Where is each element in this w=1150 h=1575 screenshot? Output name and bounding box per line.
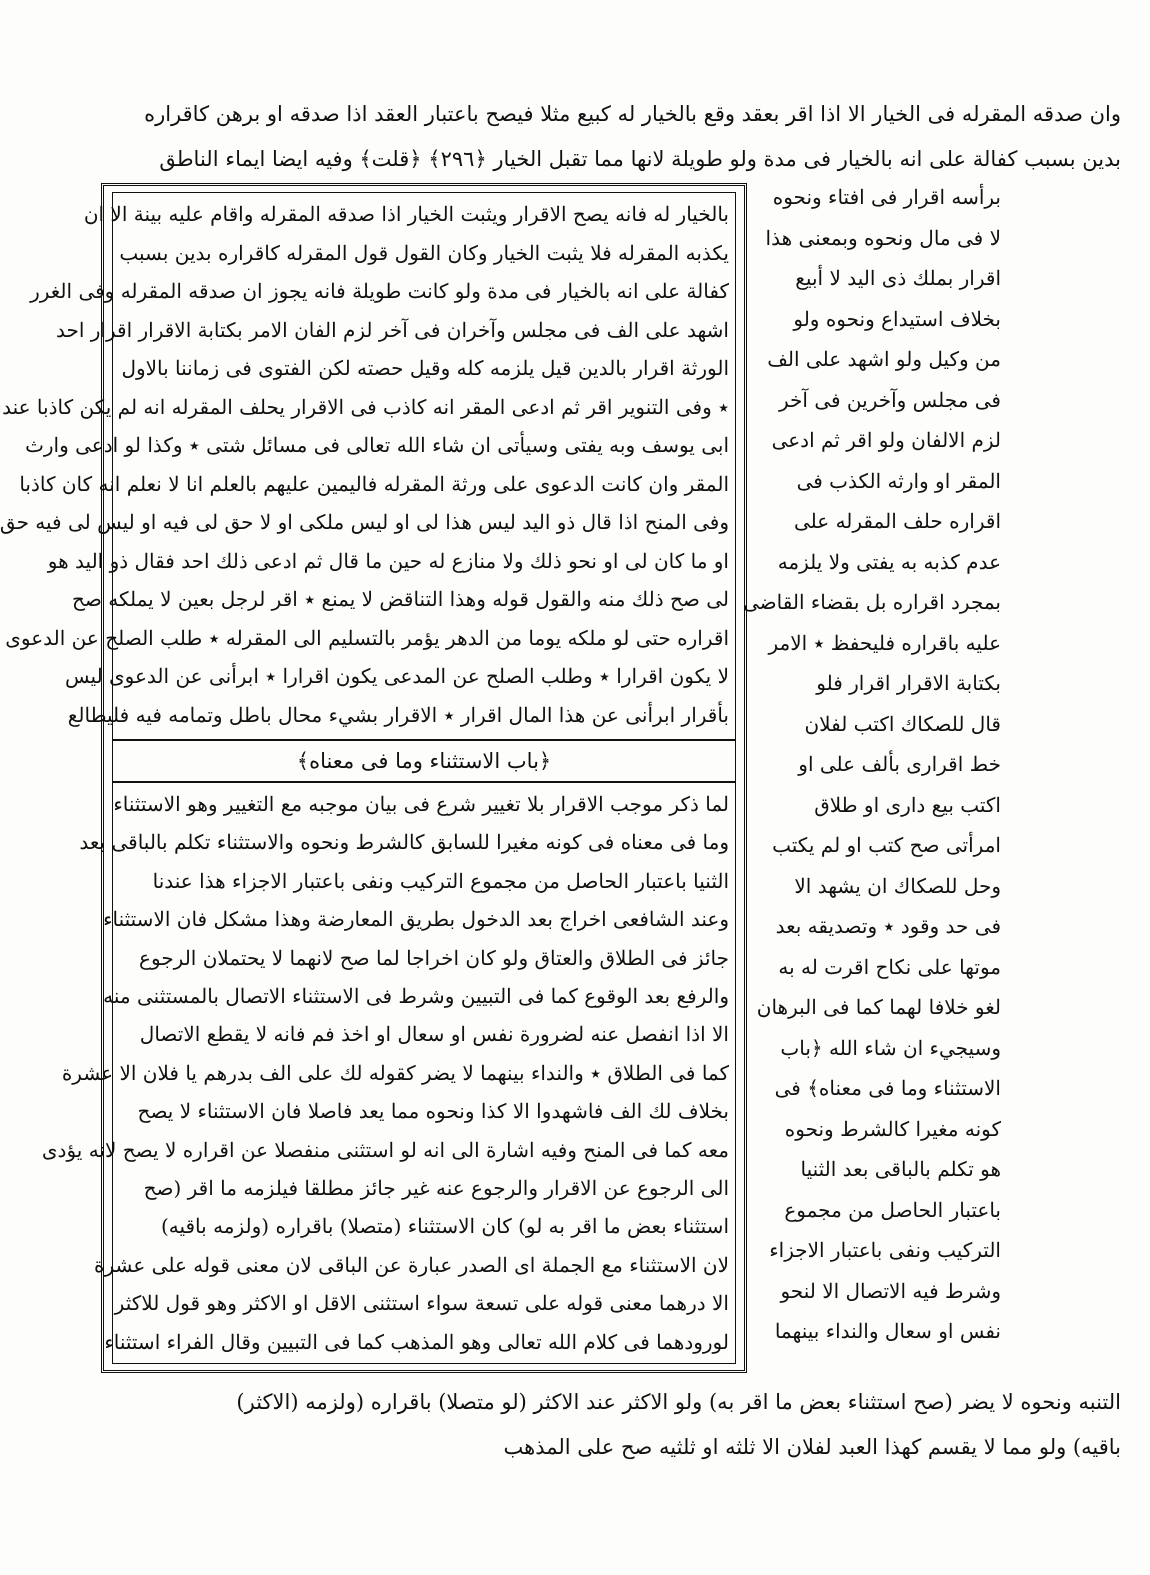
- chapter-heading: ﴿باب الاستثناء وما فى معناه﴾: [113, 739, 735, 783]
- side-text-line: عدم كذبه به يفتى ولا يلزمه: [777, 549, 1001, 574]
- main-upper-line: الورثة اقرار بالدين قيل يلزمه كله وقيل حصته لكن الفتوى فى زماننا بالاول: [121, 356, 729, 380]
- main-upper-line: اشهد على الف فى مجلس وآخران فى آخر لزم الفان الامر بكتابة الاقرار اقرار احد: [56, 317, 729, 342]
- main-text-inner: [0, 192, 736, 1364]
- side-text-line: اقرار بملك ذى اليد لا أبيع: [795, 266, 1001, 290]
- side-text-line: موتها على نكاح اقرت له به: [778, 954, 1001, 979]
- top-text-line: وان صدقه المقرله فى الخيار الا اذا اقر بعقد وقع بالخيار له كبيع مثلا فيصح باعتبار العقد اذا صدقه او برهن كاقراره: [144, 102, 1121, 126]
- side-text-line: فى مجلس وآخرين فى آخر: [779, 387, 1001, 412]
- main-lower-line: معه كما فى المنح وفيه اشارة الى انه لو استثنى منفصلا عن اقراره لا يصح لانه يؤدى: [41, 1137, 729, 1162]
- side-text-line: وحل للصكاك ان يشهد الا: [794, 873, 1001, 898]
- main-upper-line: المقر وان كانت الدعوى على ورثة المقرله فاليمين عليهم بالعلم انا لا نعلم انه كان كاذبا: [19, 471, 729, 496]
- top-text-line: بدين بسبب كفالة على انه بالخيار فى مدة ولو طويلة لانها مما تقبل الخيار ﴿٢٩٦﴾ ﴿قلت﴾ وفيه ايضا ايماء الناطق: [159, 147, 1121, 171]
- side-text-line: عليه باقراره فليحفظ ٭ الامر: [768, 630, 1001, 655]
- side-text-line: هو تكلم بالباقى بعد الثنيا: [800, 1157, 1001, 1181]
- main-upper-line: او ما كان لى او نحو ذلك ولا منازع له حين ما قال ثم ادعى ذلك احد فقال ذو اليد هو: [47, 548, 729, 573]
- side-text-line: قال للصكاك اكتب لفلان: [804, 711, 1001, 736]
- main-lower-line: جائز فى الطلاق والعتاق ولو كان اخراجا لما صح لانهما لا يحتملان الرجوع: [139, 945, 729, 970]
- main-upper-line: لى صح ذلك منه والقول قوله وهذا التناقض لا يمنع ٭ اقر لرجل بعين لا يملكه صح: [71, 587, 729, 611]
- main-lower-line: الا اذا انفصل عنه لضرورة نفس او سعال او اخذ فم فانه لا يقطع الاتصال: [139, 1022, 729, 1047]
- side-text-line: برأسه اقرار فى افتاء ونحوه: [772, 185, 1001, 209]
- side-text-line: اكتب بيع دارى او طلاق: [814, 792, 1001, 817]
- main-upper-line: لا يكون اقرارا ٭ وطلب الصلح عن المدعى يكون اقرارا ٭ ابرأنى عن الدعوى ليس: [65, 664, 729, 688]
- bottom-text-line: التنبه ونحوه لا يضر (صح استثناء بعض ما اقر به) ولو الاكثر عند الاكثر (لو متصلا) باقراره (ولزمه (الاكثر): [236, 1390, 1121, 1414]
- main-lower-line: لان الاستثناء مع الجملة اى الصدر عبارة عن الباقى لان معنى قوله على عشرة: [94, 1252, 729, 1277]
- side-text-line: لزم الالفان ولو اقر ثم ادعى: [771, 428, 1001, 452]
- main-lower-line: الثنيا باعتبار الحاصل من مجموع التركيب ونفى باعتبار الاجزاء هذا عندنا: [152, 868, 729, 893]
- bottom-text-line: باقيه) ولو مما لا يقسم كهذا العبد لفلان الا ثلثه او ثلثيه صح على المذهب: [503, 1435, 1121, 1459]
- main-lower-line: لما ذكر موجب الاقرار بلا تغيير شرع فى بيان موجبه مع التغيير وهو الاستثناء: [113, 792, 729, 816]
- side-text-line: من وكيل ولو اشهد على الف: [767, 347, 1001, 371]
- main-lower-line: كما فى الطلاق ٭ والنداء بينهما لا يضر كقوله لك على الف بدرهم يا فلان الا عشرة: [61, 1060, 729, 1085]
- main-upper-line: اقراره حتى لو ملكه يوما من الدهر يؤمر بالتسليم الى المقرله ٭ طلب الصلح عن الدعوى: [5, 625, 729, 650]
- main-lower-line: وعند الشافعى اخراج بعد الدخول بطريق المعارضة وهذا مشكل فان الاستثناء: [103, 907, 729, 932]
- main-upper-line: يكذبه المقرله فلا يثبت الخيار وكان القول قول المقرله كاقراره بدين بسبب: [119, 240, 729, 265]
- main-upper-line: بأقرار ابرأنى عن هذا المال اقرار ٭ الاقرار بشيء محال باطل وتمامه فيه فليطالع: [67, 702, 729, 727]
- main-lower-line: والرفع بعد الوقوع كما فى التبيين وشرط فى الاستثناء الاتصال بالمستثنى منه: [103, 984, 729, 1008]
- side-text-line: وسيجيء ان شاء الله ﴿باب: [780, 1035, 1001, 1060]
- side-commentary-column: [742, 183, 1001, 1373]
- main-upper-line: كفالة على انه بالخيار فى مدة ولو كانت طويلة فانه يجوز ان صدقه المقرله وفى الغرر: [30, 279, 729, 303]
- side-text-line: خط اقرارى بألف على او: [798, 752, 1001, 776]
- side-text-line: المقر او وارثه الكذب فى: [796, 468, 1001, 493]
- side-text-line: امرأتى صح كتب او لم يكتب: [772, 833, 1001, 857]
- main-upper-line: وفى المنح اذا قال ذو اليد ليس هذا لى او ليس ملكى او لا حق لى فيه او ليس لى فيه حق: [0, 510, 729, 534]
- main-lower-line: بخلاف لك الف فاشهدوا الا كذا ونحوه مما يعد فاصلا فان الاستثناء لا يصح: [137, 1099, 729, 1124]
- side-text-line: كونه مغيرا كالشرط ونحوه: [784, 1116, 1001, 1141]
- side-text-line: التركيب ونفى باعتبار الاجزاء: [769, 1238, 1001, 1262]
- side-text-line: نفس او سعال والنداء بينهما: [774, 1319, 1001, 1343]
- side-text-line: لغو خلافا لهما كما فى البرهان: [756, 995, 1001, 1019]
- main-text-frame: [0, 183, 747, 1373]
- side-text-line: اقراره حلف المقرله على: [793, 509, 1001, 533]
- side-text-line: باعتبار الحاصل من مجموع: [784, 1197, 1001, 1222]
- side-text-line: بخلاف استيداع ونحوه ولو: [793, 306, 1001, 331]
- main-lower-line: وما فى معناه فى كونه مغيرا للسابق كالشرط ونحوه والاستثناء تكلم بالباقى بعد: [79, 830, 729, 855]
- side-text-line: وشرط فيه الاتصال الا لنحو: [780, 1278, 1001, 1303]
- main-upper-line: بالخيار له فانه يصح الاقرار ويثبت الخيار اذا صدقه المقرله واقام عليه بينة الا ان: [83, 202, 729, 226]
- main-lower-line: الا درهما معنى قوله على تسعة سواء استثنى الاقل او الاكثر وهو قول للاكثر: [114, 1291, 729, 1316]
- main-lower-line: استثناء بعض ما اقر به لو) كان الاستثناء (متصلا) باقراره (ولزمه باقيه): [160, 1214, 729, 1239]
- main-upper-line: ابى يوسف وبه يفتى وسيأتى ان شاء الله تعالى فى مسائل شتى ٭ وكذا لو ادعى وارث: [25, 433, 729, 457]
- side-text-line: بمجرد اقراره بل بقضاء القاضى: [742, 590, 1001, 614]
- main-lower-line: لورودهما فى كلام الله تعالى وهو المذهب كما فى التبيين وقال الفراء استثناء: [104, 1329, 729, 1354]
- side-text-line: بكتابة الاقرار اقرار فلو: [816, 671, 1001, 695]
- main-upper-line: ٭ وفى التنوير اقر ثم ادعى المقر انه كاذب فى الاقرار يحلف المقرله انه لم يكن كاذبا عند: [2, 394, 729, 419]
- side-text-line: فى حد وقود ٭ وتصديقه بعد: [775, 914, 1001, 938]
- side-text-line: الاستثناء وما فى معناه﴾ فى: [774, 1076, 1001, 1100]
- main-lower-line: الى الرجوع عن الاقرار والرجوع عنه غير جائز مطلقا فيلزمه ما اقر (صح: [143, 1176, 729, 1200]
- side-text-line: لا فى مال ونحوه وبمعنى هذا: [765, 225, 1001, 250]
